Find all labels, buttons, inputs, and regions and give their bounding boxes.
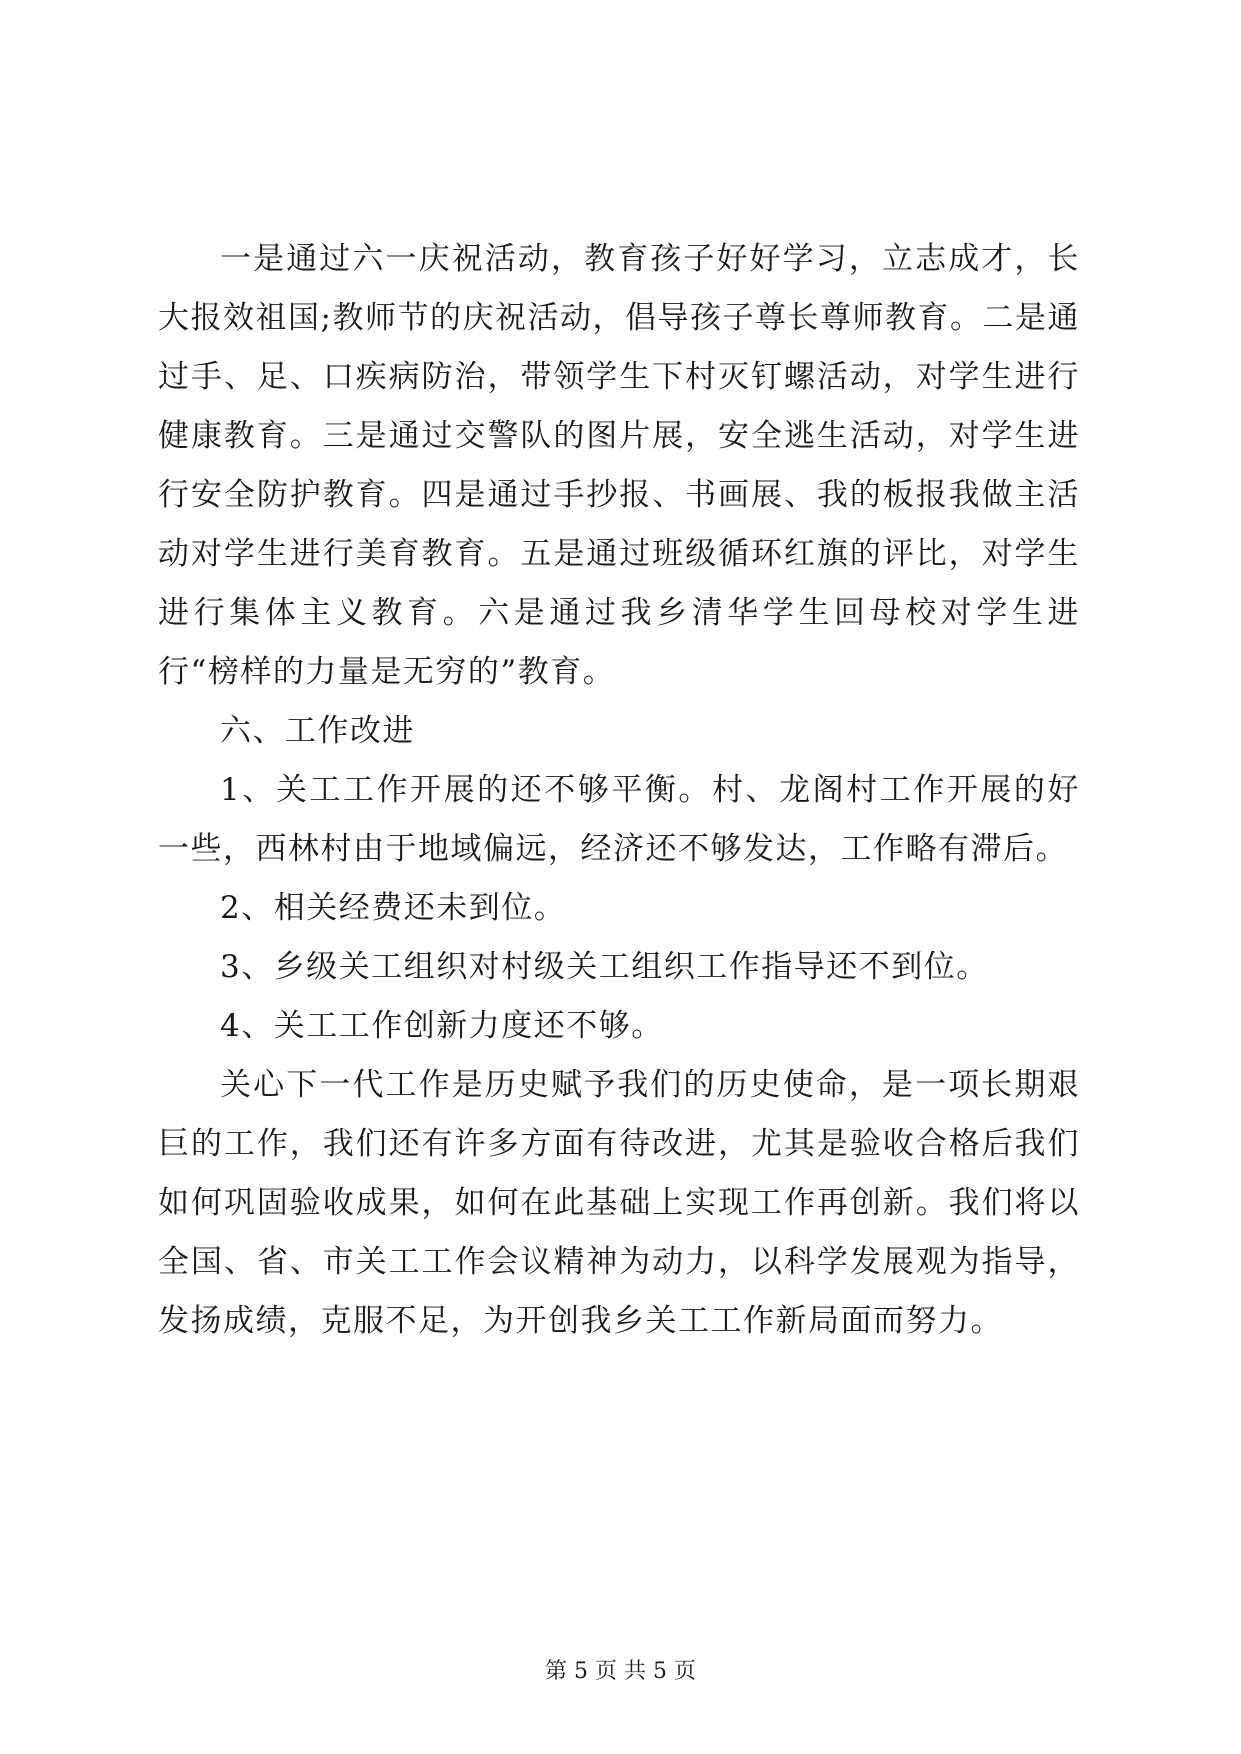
list-item-2: 2、相关经费还未到位。 — [220, 890, 567, 926]
paragraph-education-activities: 一是通过六一庆祝活动，教育孩子好好学习，立志成才，长大报效祖国;教师节的庆祝活动，倡导孩子尊长尊师教育。二是通过手、足、口疾病防治，带领学生下村灭钉螺活动，对学生进行健康教育。三是通过交警队的图片展，安全逃生活动，对学生进行安全防护教育。四是通过手抄报、书画展、我的板报我做主活动对学生进行美育教育。五是通过班级循环红旗的评比，对学生进行集体主义教育。六是通过我乡清华学生回母校对学生进行“榜样的力量是无穷的”教育。 — [158, 241, 1080, 690]
list-item-3: 3、乡级关工组织对村级关工组织工作指导还不到位。 — [220, 949, 989, 985]
list-item-1: 1、关工工作开展的还不够平衡。村、龙阁村工作开展的好一些，西林村由于地域偏远，经济还不够发达，工作略有滞后。 — [158, 772, 1080, 867]
list-item-4: 4、关工工作创新力度还不够。 — [220, 1008, 664, 1044]
page-number-footer: 第 5 页 共 5 页 — [545, 1659, 696, 1684]
document-body — [158, 230, 1080, 1351]
section-heading-work-improvement: 六、工作改进 — [220, 713, 415, 749]
paragraph-conclusion: 关心下一代工作是历史赋予我们的历史使命，是一项长期艰巨的工作，我们还有许多方面有待改进，尤其是验收合格后我们如何巩固验收成果，如何在此基础上实现工作再创新。我们将以全国、省、市关工工作会议精神为动力，以科学发展观为指导，发扬成绩，克服不足，为开创我乡关工工作新局面而努力。 — [158, 1067, 1080, 1339]
